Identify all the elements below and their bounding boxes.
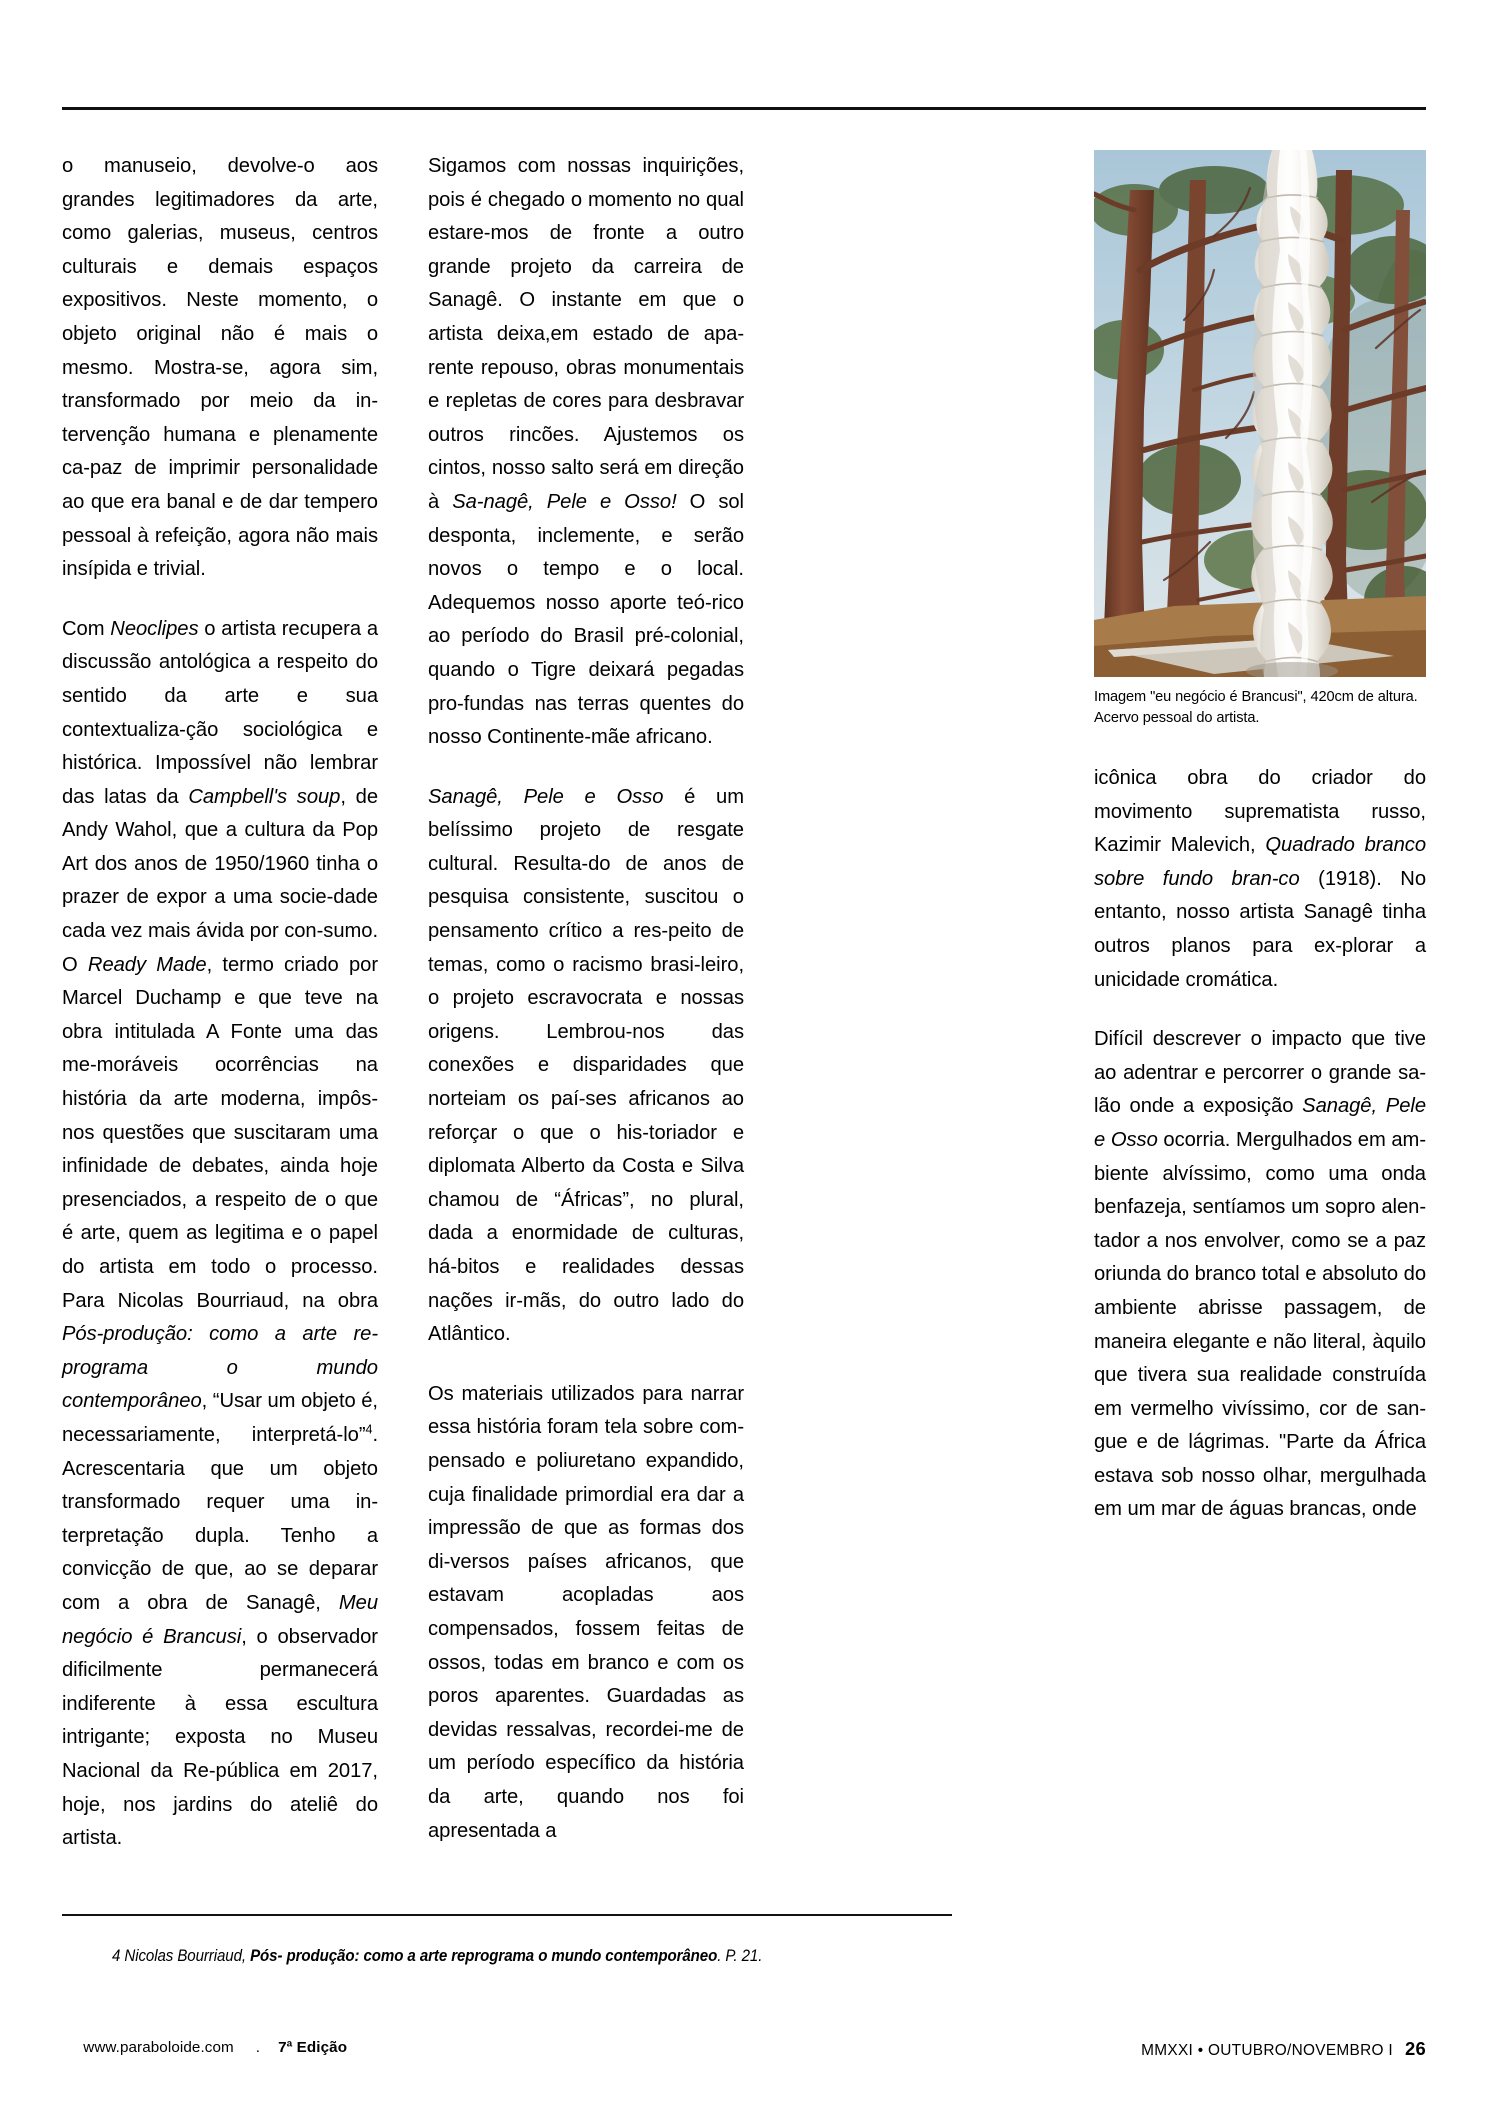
footer-left: [66, 2022, 347, 2073]
italic-run: Neoclipes: [110, 617, 199, 640]
paragraph: Sanagê, Pele e Osso é um belíssimo projeto de resgate cultural. Resulta-do de anos de pesquisa consistente, suscitou o pensamento crítico a res-peito de temas, como o racismo brasi-leiro, o projeto escravocrata e nossas origens. Lembrou-nos das conexões e disparidades que norteiam os paí-ses africanos ao reforçar o que o his-toriador e diplomata Alberto da Costa e Silva chamou de “Áfricas”, no plural, dada a enormidade de culturas, há-bitos e realidades dessas nações ir-mãs, do outro lado do Atlântico.: [428, 785, 744, 1346]
footer-issue: MMXXI • OUTUBRO/NOVEMBRO I: [1141, 2042, 1393, 2059]
column-1: [62, 150, 378, 1856]
footnote-author: Nicolas Bourriaud,: [124, 1947, 246, 1965]
footnote-page-ref: . P. 21.: [717, 1947, 763, 1965]
italic-run: Campbell's soup: [188, 785, 341, 808]
paragraph: icônica obra do criador do movimento suprematista russo, Kazimir Malevich, Quadrado branco sobre fundo bran-co (1918). No entanto, nosso artista Sanagê tinha outros planos para ex-plorar a unicidade cromática.: [1094, 767, 1427, 991]
footnote: [112, 1944, 922, 1968]
italic-run: Sa-nagê, Pele e Osso!: [452, 490, 677, 513]
paragraph: Com Neoclipes o artista recupera a discussão antológica a respeito do sentido da arte e sua contextualiza-ção sociológica e histórica. Impossível não lembrar das latas da Campbell's soup, de Andy Wahol, que a cultura da Pop Art dos anos de 1950/1960 tinha o prazer de expor a uma socie-dade cada vez mais ávida por con-sumo. O Ready Made, termo criado por Marcel Duchamp e que teve na obra intitulada A Fonte uma das me-moráveis ocorrências na história da arte moderna, impôs-nos questões que suscitaram uma infinidade de debates, ainda hoje presenciados, a respeito de o que é arte, quem as legitima e o papel do artista em todo o processo. Para Nicolas Bourriaud, na obra Pós-produção: como a arte re-programa o mundo contemporâneo, “Usar um objeto é, necessariamente, interpretá-lo”$^4$. Acrescentaria que um objeto transformado requer uma in-terpretação dupla. Tenho a convicção de que, ao se deparar com a obra de Sanagê, Meu negócio é Brancusi, o observador dificilmente permanecerá indiferente à essa escultura intrigante; exposta no Museu Nacional da Re-pública em 2017, hoje, nos jardins do ateliê do artista.: [62, 617, 379, 1850]
column-3: [1094, 762, 1426, 1527]
figure-image: [1094, 150, 1426, 677]
column-2: [428, 150, 744, 1848]
figure: [1094, 150, 1426, 729]
footer-edition: 7ª Edição: [278, 2039, 348, 2056]
footnote-rule: [62, 1914, 952, 1916]
footer-site[interactable]: www.paraboloide.com: [83, 2039, 234, 2056]
sculpture-photograph: [1094, 150, 1426, 677]
italic-run: Quadrado branco sobre fundo bran-co: [1094, 834, 1426, 890]
footnote-marker: 4: [112, 1947, 121, 1965]
caption-line-2: Acervo pessoal do artista.: [1094, 710, 1260, 726]
footnote-title: Pós- produção: como a arte reprograma o mundo contemporâneo: [250, 1947, 718, 1965]
figure-caption: [1094, 687, 1426, 729]
italic-run: Sanagê, Pele e Osso: [1094, 1095, 1426, 1151]
page-number: 26: [1404, 2038, 1426, 2059]
italic-run: Meu negócio é Brancusi: [62, 1591, 378, 1648]
header-rule: [62, 107, 1426, 110]
paragraph: o manuseio, devolve-o aos grandes legitimadores da arte, como galerias, museus, centros culturais e demais espaços expositivos. Neste momento, o objeto original não é mais o mesmo. Mostra-se, agora sim, transformado por meio da in-tervenção humana e plenamente ca-paz de imprimir personalidade ao que era banal e de dar tempero pessoal à refeição, agora não mais insípida e trivial.: [62, 155, 378, 581]
italic-run: Pós-produção: como a arte re-programa o mundo contemporâneo: [62, 1323, 378, 1413]
footer-separator: .: [255, 2039, 261, 2056]
italic-run: Ready Made: [87, 953, 207, 976]
caption-line-1: Imagem "eu negócio é Brancusi", 420cm de altura.: [1094, 689, 1418, 705]
footnote-reference: 4: [365, 1422, 373, 1437]
italic-run: Sanagê, Pele e Osso: [428, 785, 664, 808]
footer-right: [1123, 2020, 1426, 2078]
paragraph: Sigamos com nossas inquirições, pois é chegado o momento no qual estare-mos de fronte a outro grande projeto da carreira de Sanagê. O instante em que o artista deixa,em estado de apa-rente repouso, obras monumentais e repletas de cores para desbravar outros rincões. Ajustemos os cintos, nosso salto será em direção à Sa-nagê, Pele e Osso! O sol desponta, inclemente, e serão novos o tempo e o local. Adequemos nosso aporte teó-rico ao período do Brasil pré-colonial, quando o Tigre deixará pegadas pro-fundas nas terras quentes do nosso Continente-mãe africano.: [428, 155, 744, 749]
paragraph: Difícil descrever o impacto que tive ao adentrar e percorrer o grande sa-lão onde a exposição Sanagê, Pele e Osso ocorria. Mergulhados em am-biente alvíssimo, como uma onda benfazeja, sentíamos um sopro alen-tador a nos envolver, como se a paz oriunda do branco total e absoluto do ambiente abrisse passagem, de maneira elegante e não literal, àquilo que tivera sua realidade construída em vermelho vivíssimo, cor de san-gue e de lágrimas. "Parte da África estava sob nosso olhar, mergulhada em um mar de águas brancas, onde: [1094, 1028, 1426, 1521]
sculpture-column: [1251, 150, 1333, 677]
paragraph: Os materiais utilizados para narrar essa história foram tela sobre com-pensado e poliuretano expandido, cuja finalidade primordial era dar a impressão de que as formas dos di-versos países africanos, que estavam acopladas aos compensados, fossem feitas de ossos, todas em branco e com os poros aparentes. Guardadas as devidas ressalvas, recordei-me de um período específico da história da arte, quando nos foi apresentada a: [428, 1382, 744, 1842]
